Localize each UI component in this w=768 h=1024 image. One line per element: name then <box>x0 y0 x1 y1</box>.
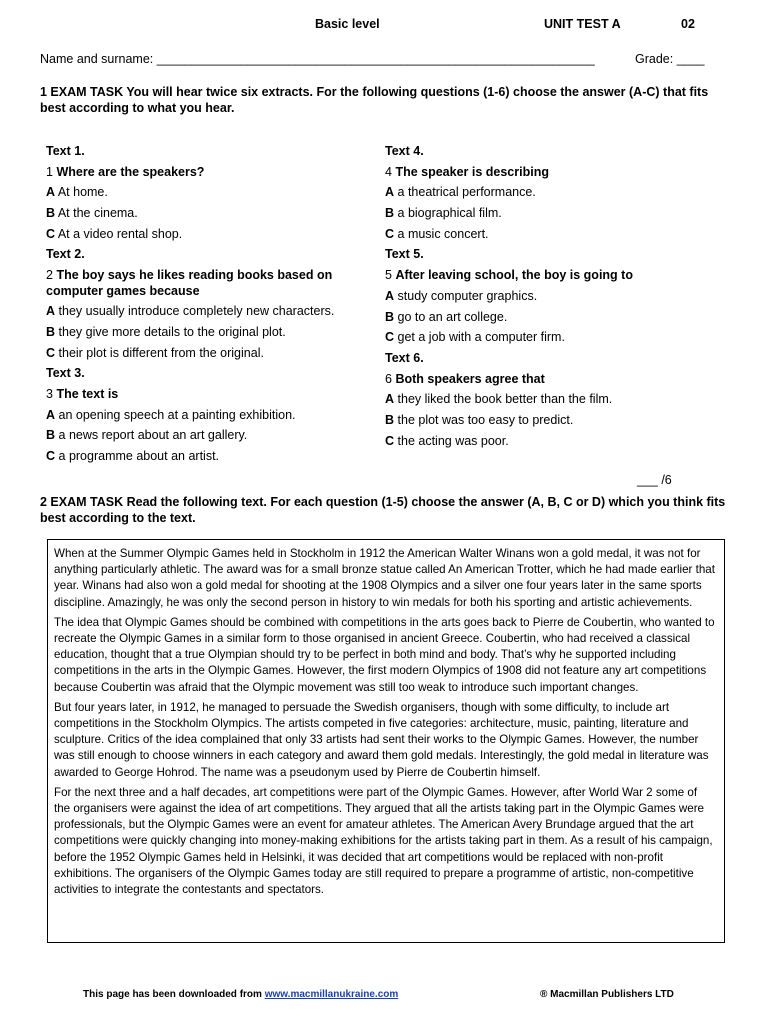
text3-heading: Text 3. <box>46 366 85 381</box>
q6-text: Both speakers agree that <box>395 371 545 386</box>
letter: C <box>46 448 56 463</box>
option-text: a biographical film. <box>397 206 502 221</box>
q5-option-a[interactable] <box>385 286 725 307</box>
q4-option-c[interactable] <box>385 224 725 245</box>
q2-option-c[interactable] <box>46 343 366 364</box>
letter: B <box>46 206 56 221</box>
text6-heading: Text 6. <box>385 350 424 365</box>
letter: A <box>385 185 395 200</box>
q6-option-c[interactable] <box>385 431 725 452</box>
q1-number: 1 <box>46 164 53 179</box>
footer-download <box>83 989 398 1000</box>
text4-heading: Text 4. <box>385 144 424 158</box>
text1-heading: Text 1. <box>46 144 85 158</box>
test-title: UNIT TEST A <box>544 17 621 31</box>
option-text: At a video rental shop. <box>57 226 183 241</box>
letter: A <box>46 304 56 319</box>
task2-instruction: 2 EXAM TASK Read the following text. For each question (1-5) choose the answer (A, B, C or D) which you think fits best according to the text. <box>40 495 726 525</box>
option-text: a theatrical performance. <box>397 185 536 200</box>
letter: B <box>385 412 395 427</box>
name-blank[interactable]: _______________________________________________________________ <box>156 52 595 66</box>
option-text: At home. <box>57 185 108 200</box>
q6-number: 6 <box>385 371 392 386</box>
task1-score[interactable]: ___ /6 <box>637 473 672 487</box>
paragraph-4: For the next three and a half decades, art competitions were part of the Olympic Games. However, after World War 2 some of the organisers were against the idea of art competitions. They argued that all the artists taking part in the Olympic Games were professionals, but the Olympic Games were an event for amateur athletes. The American Avery Brundage argued that the art competitions were quickly changing into money-making exhibitions for the artists taking part in them. As a result of his campaign, before the 1952 Olympic Games held in Helsinki, it was decided that art competitions would be replaced with non-profit exhibitions. The organisers of the Olympic Games today are still required to prepare a programme of artistic, non-competitive activities to integrate the contestants and spectators. <box>54 785 713 897</box>
option-text: their plot is different from the original. <box>58 345 264 360</box>
question-4 <box>385 162 725 183</box>
letter: A <box>46 185 56 200</box>
name-row <box>40 52 595 66</box>
q3-option-c[interactable] <box>46 446 366 467</box>
q4-option-b[interactable] <box>385 203 725 224</box>
footer-download-text: This page has been downloaded from <box>83 989 262 1000</box>
option-text: the acting was poor. <box>397 433 509 448</box>
option-text: they give more details to the original plot. <box>58 324 286 339</box>
paragraph-3: But four years later, in 1912, he managed to persuade the Swedish organisers, though with some difficulty, to include art competitions in the Stockholm Olympics. The artists competed in five categories: architecture, music, painting, literature and sculpture. Critics of the idea complained that only 33 artists had sent their works to the Olympic Games. However, the number was still enough to choose winners in each category and award them gold medals. Interestingly, the gold medal in literature was awarded to George Hohrod. The name was a pseudonym used by Pierre de Coubertin himself. <box>54 700 709 779</box>
reading-text-box <box>47 539 725 943</box>
q1-text: Where are the speakers? <box>56 164 205 179</box>
text2-heading: Text 2. <box>46 247 85 262</box>
test-number: 02 <box>681 17 695 31</box>
q1-option-c[interactable] <box>46 224 366 245</box>
q3-text: The text is <box>56 386 119 401</box>
q6-option-a[interactable] <box>385 389 725 410</box>
q3-number: 3 <box>46 386 53 401</box>
q5-text: After leaving school, the boy is going to <box>395 268 633 283</box>
q1-option-a[interactable] <box>46 182 366 203</box>
task1-right-column <box>385 141 725 451</box>
question-2 <box>46 265 366 301</box>
q2-text: The boy says he likes reading books based on computer games because <box>46 268 333 299</box>
letter: B <box>46 324 56 339</box>
option-text: a music concert. <box>397 226 489 241</box>
option-text: an opening speech at a painting exhibition. <box>58 407 296 422</box>
task1-left-column <box>46 141 366 467</box>
q5-option-c[interactable] <box>385 327 725 348</box>
letter: B <box>385 309 395 324</box>
q3-option-a[interactable] <box>46 405 366 426</box>
grade-label: Grade: <box>635 52 674 66</box>
option-text: a programme about an artist. <box>58 448 220 463</box>
option-text: the plot was too easy to predict. <box>397 412 574 427</box>
question-1 <box>46 162 366 183</box>
letter: A <box>385 288 395 303</box>
letter: C <box>46 226 56 241</box>
question-3 <box>46 384 366 405</box>
level-label: Basic level <box>315 17 380 31</box>
paragraph-1: When at the Summer Olympic Games held in Stockholm in 1912 the American Walter Winans won a gold medal, it was not for anything particularly athletic. The award was for a small bronze statue called An American Trotter, which he had made earlier that year. Winans had also won a gold medal for shooting at the 1908 Olympics and a silver one four years later in the same sports discipline. Amazingly, he was only the second person in history to win medals for both his sporting and artistic achievements. <box>54 547 715 609</box>
question-6 <box>385 369 725 390</box>
letter: A <box>385 392 395 407</box>
q2-number: 2 <box>46 268 53 283</box>
q5-number: 5 <box>385 268 392 283</box>
q3-option-b[interactable] <box>46 425 366 446</box>
grade-blank[interactable]: ____ <box>676 52 705 66</box>
option-text: a news report about an art gallery. <box>58 428 248 443</box>
option-text: go to an art college. <box>397 309 508 324</box>
letter: B <box>46 428 56 443</box>
letter: C <box>385 433 395 448</box>
q1-option-b[interactable] <box>46 203 366 224</box>
grade-row <box>635 52 705 66</box>
q2-option-a[interactable] <box>46 301 366 322</box>
footer-link[interactable]: www.macmillanukraine.com <box>264 989 399 1000</box>
task1-instruction: 1 EXAM TASK You will hear twice six extracts. For the following questions (1-6) choose the answer (A-C) that fits best according to what you hear. <box>40 85 709 115</box>
option-text: they liked the book better than the film. <box>397 392 613 407</box>
letter: B <box>385 206 395 221</box>
option-text: study computer graphics. <box>397 288 538 303</box>
letter: C <box>385 226 395 241</box>
q4-number: 4 <box>385 164 392 179</box>
q6-option-b[interactable] <box>385 410 725 431</box>
option-text: they usually introduce completely new characters. <box>58 304 335 319</box>
q5-option-b[interactable] <box>385 307 725 328</box>
question-5 <box>385 265 725 286</box>
paragraph-2: The idea that Olympic Games should be combined with competitions in the arts goes back to Pierre de Coubertin, who wanted to recreate the Olympic Games in a similar form to those organised in ancient Greece. Coubertin, who had received a classical education, thought that a true Olympian should try to be perfect in both mind and body. That’s why he supported including competitions in the arts in the Olympic Games. However, the first modern Olympics of 1908 did not feature any art competitions because Coubertin was afraid that the Olympic movement was still too weak to introduce such important changes. <box>54 615 715 694</box>
name-label: Name and surname: <box>40 52 154 66</box>
q4-option-a[interactable] <box>385 182 725 203</box>
q4-text: The speaker is describing <box>395 164 549 179</box>
q2-option-b[interactable] <box>46 322 366 343</box>
letter: C <box>385 330 395 345</box>
text5-heading: Text 5. <box>385 247 424 262</box>
letter: A <box>46 407 56 422</box>
option-text: get a job with a computer firm. <box>397 330 565 345</box>
letter: C <box>46 345 56 360</box>
option-text: At the cinema. <box>57 206 138 221</box>
footer-copyright: ® Macmillan Publishers LTD <box>540 989 674 1000</box>
